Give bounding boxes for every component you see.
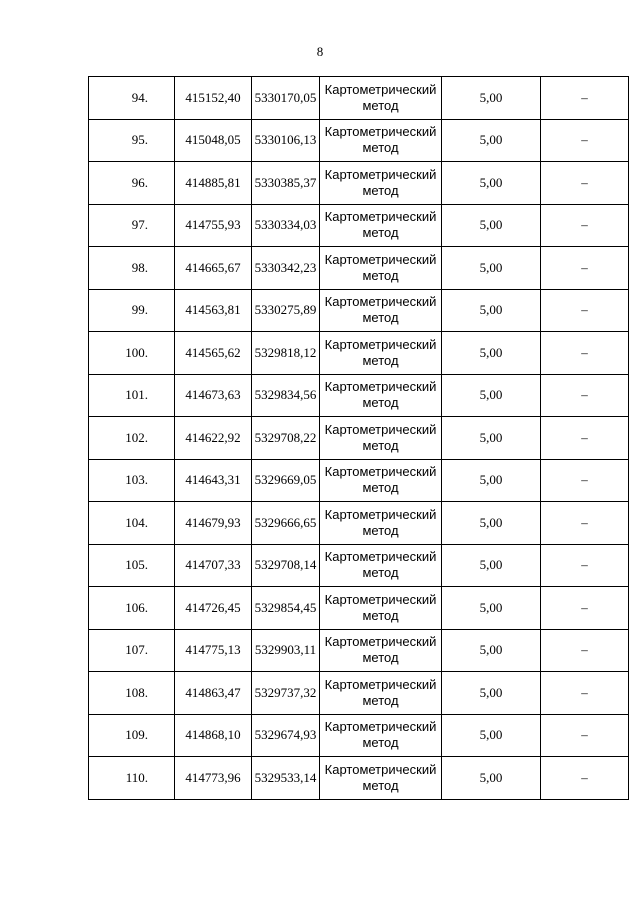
accuracy-cell: 5,00 [442, 204, 541, 247]
method-line-2: метод [362, 182, 399, 198]
table-row [89, 162, 629, 205]
x-coordinate-cell: 414863,47 [175, 672, 252, 715]
note-cell: – [541, 629, 629, 672]
method-line-2: метод [362, 522, 399, 538]
point-number-cell: 98. [89, 247, 175, 290]
method-line-1: Картометрический [324, 634, 437, 650]
accuracy-cell: 5,00 [442, 629, 541, 672]
accuracy-cell: 5,00 [442, 587, 541, 630]
y-coordinate-cell: 5329903,11 [252, 629, 320, 672]
method-cell [320, 672, 442, 715]
note-cell: – [541, 544, 629, 587]
point-number-cell: 107. [89, 629, 175, 672]
method-line-2: метод [362, 225, 399, 241]
note-cell: – [541, 162, 629, 205]
page-number: 8 [316, 44, 324, 59]
accuracy-cell: 5,00 [442, 77, 541, 120]
table-row [89, 417, 629, 460]
x-coordinate-cell: 414565,62 [175, 332, 252, 375]
method-line-1: Картометрический [324, 209, 437, 225]
accuracy-cell: 5,00 [442, 672, 541, 715]
table-row [89, 629, 629, 672]
y-coordinate-cell: 5329533,14 [252, 757, 320, 800]
method-line-2: метод [362, 650, 399, 666]
method-line-2: метод [362, 565, 399, 581]
y-coordinate-cell: 5330342,23 [252, 247, 320, 290]
x-coordinate-cell: 414726,45 [175, 587, 252, 630]
table-row [89, 672, 629, 715]
method-line-1: Картометрический [324, 166, 437, 182]
method-cell [320, 587, 442, 630]
note-cell: – [541, 672, 629, 715]
method-cell [320, 289, 442, 332]
accuracy-cell: 5,00 [442, 714, 541, 757]
point-number-cell: 96. [89, 162, 175, 205]
method-cell [320, 502, 442, 545]
accuracy-cell: 5,00 [442, 417, 541, 460]
y-coordinate-cell: 5330170,05 [252, 77, 320, 120]
y-coordinate-cell: 5329666,65 [252, 502, 320, 545]
method-line-1: Картометрический [324, 421, 437, 437]
x-coordinate-cell: 414885,81 [175, 162, 252, 205]
y-coordinate-cell: 5329708,22 [252, 417, 320, 460]
x-coordinate-cell: 414707,33 [175, 544, 252, 587]
method-line-2: метод [362, 777, 399, 793]
table-row [89, 757, 629, 800]
method-line-1: Картометрический [324, 591, 437, 607]
y-coordinate-cell: 5329854,45 [252, 587, 320, 630]
note-cell: – [541, 757, 629, 800]
method-cell [320, 757, 442, 800]
method-cell [320, 459, 442, 502]
method-line-2: метод [362, 692, 399, 708]
point-number-cell: 101. [89, 374, 175, 417]
y-coordinate-cell: 5330106,13 [252, 119, 320, 162]
method-cell [320, 119, 442, 162]
method-cell [320, 77, 442, 120]
accuracy-cell: 5,00 [442, 289, 541, 332]
method-line-2: метод [362, 437, 399, 453]
method-line-2: метод [362, 395, 399, 411]
method-line-2: метод [362, 97, 399, 113]
method-line-1: Картометрический [324, 336, 437, 352]
table-row [89, 714, 629, 757]
note-cell: – [541, 459, 629, 502]
point-number-cell: 106. [89, 587, 175, 630]
method-line-2: метод [362, 480, 399, 496]
y-coordinate-cell: 5329674,93 [252, 714, 320, 757]
note-cell: – [541, 77, 629, 120]
x-coordinate-cell: 414775,13 [175, 629, 252, 672]
method-cell [320, 714, 442, 757]
note-cell: – [541, 374, 629, 417]
method-line-1: Картометрический [324, 719, 437, 735]
point-number-cell: 99. [89, 289, 175, 332]
method-line-2: метод [362, 140, 399, 156]
table-row [89, 587, 629, 630]
accuracy-cell: 5,00 [442, 119, 541, 162]
method-cell [320, 544, 442, 587]
table-row [89, 119, 629, 162]
method-line-2: метод [362, 310, 399, 326]
method-cell [320, 162, 442, 205]
note-cell: – [541, 587, 629, 630]
x-coordinate-cell: 414773,96 [175, 757, 252, 800]
y-coordinate-cell: 5329708,14 [252, 544, 320, 587]
accuracy-cell: 5,00 [442, 374, 541, 417]
table-row [89, 77, 629, 120]
note-cell: – [541, 119, 629, 162]
y-coordinate-cell: 5330385,37 [252, 162, 320, 205]
x-coordinate-cell: 414868,10 [175, 714, 252, 757]
method-cell [320, 247, 442, 290]
method-line-1: Картометрический [324, 506, 437, 522]
table-row [89, 502, 629, 545]
table-row [89, 332, 629, 375]
method-line-2: метод [362, 352, 399, 368]
table-row [89, 544, 629, 587]
accuracy-cell: 5,00 [442, 757, 541, 800]
method-line-1: Картометрический [324, 124, 437, 140]
method-line-1: Картометрический [324, 676, 437, 692]
method-line-1: Картометрический [324, 464, 437, 480]
x-coordinate-cell: 415152,40 [175, 77, 252, 120]
note-cell: – [541, 332, 629, 375]
coordinates-table [88, 76, 629, 800]
table-row [89, 204, 629, 247]
method-line-1: Картометрический [324, 81, 437, 97]
point-number-cell: 97. [89, 204, 175, 247]
point-number-cell: 103. [89, 459, 175, 502]
point-number-cell: 110. [89, 757, 175, 800]
x-coordinate-cell: 414673,63 [175, 374, 252, 417]
method-line-1: Картометрический [324, 379, 437, 395]
note-cell: – [541, 417, 629, 460]
y-coordinate-cell: 5330275,89 [252, 289, 320, 332]
method-cell [320, 204, 442, 247]
y-coordinate-cell: 5329834,56 [252, 374, 320, 417]
point-number-cell: 95. [89, 119, 175, 162]
method-cell [320, 417, 442, 460]
y-coordinate-cell: 5329737,32 [252, 672, 320, 715]
x-coordinate-cell: 414563,81 [175, 289, 252, 332]
accuracy-cell: 5,00 [442, 544, 541, 587]
method-line-1: Картометрический [324, 549, 437, 565]
method-line-2: метод [362, 607, 399, 623]
note-cell: – [541, 247, 629, 290]
accuracy-cell: 5,00 [442, 162, 541, 205]
accuracy-cell: 5,00 [442, 459, 541, 502]
method-line-1: Картометрический [324, 294, 437, 310]
note-cell: – [541, 204, 629, 247]
point-number-cell: 104. [89, 502, 175, 545]
accuracy-cell: 5,00 [442, 502, 541, 545]
point-number-cell: 109. [89, 714, 175, 757]
x-coordinate-cell: 414755,93 [175, 204, 252, 247]
coordinates-table-body [89, 77, 629, 800]
table-row [89, 247, 629, 290]
x-coordinate-cell: 414679,93 [175, 502, 252, 545]
x-coordinate-cell: 414643,31 [175, 459, 252, 502]
y-coordinate-cell: 5330334,03 [252, 204, 320, 247]
method-line-2: метод [362, 735, 399, 751]
point-number-cell: 100. [89, 332, 175, 375]
accuracy-cell: 5,00 [442, 332, 541, 375]
point-number-cell: 102. [89, 417, 175, 460]
note-cell: – [541, 289, 629, 332]
method-line-1: Картометрический [324, 251, 437, 267]
point-number-cell: 94. [89, 77, 175, 120]
x-coordinate-cell: 414665,67 [175, 247, 252, 290]
note-cell: – [541, 502, 629, 545]
method-cell [320, 332, 442, 375]
note-cell: – [541, 714, 629, 757]
table-row [89, 289, 629, 332]
accuracy-cell: 5,00 [442, 247, 541, 290]
y-coordinate-cell: 5329818,12 [252, 332, 320, 375]
table-row [89, 459, 629, 502]
point-number-cell: 105. [89, 544, 175, 587]
x-coordinate-cell: 415048,05 [175, 119, 252, 162]
method-cell [320, 629, 442, 672]
point-number-cell: 108. [89, 672, 175, 715]
table-row [89, 374, 629, 417]
method-cell [320, 374, 442, 417]
method-line-2: метод [362, 267, 399, 283]
method-line-1: Картометрический [324, 761, 437, 777]
y-coordinate-cell: 5329669,05 [252, 459, 320, 502]
x-coordinate-cell: 414622,92 [175, 417, 252, 460]
